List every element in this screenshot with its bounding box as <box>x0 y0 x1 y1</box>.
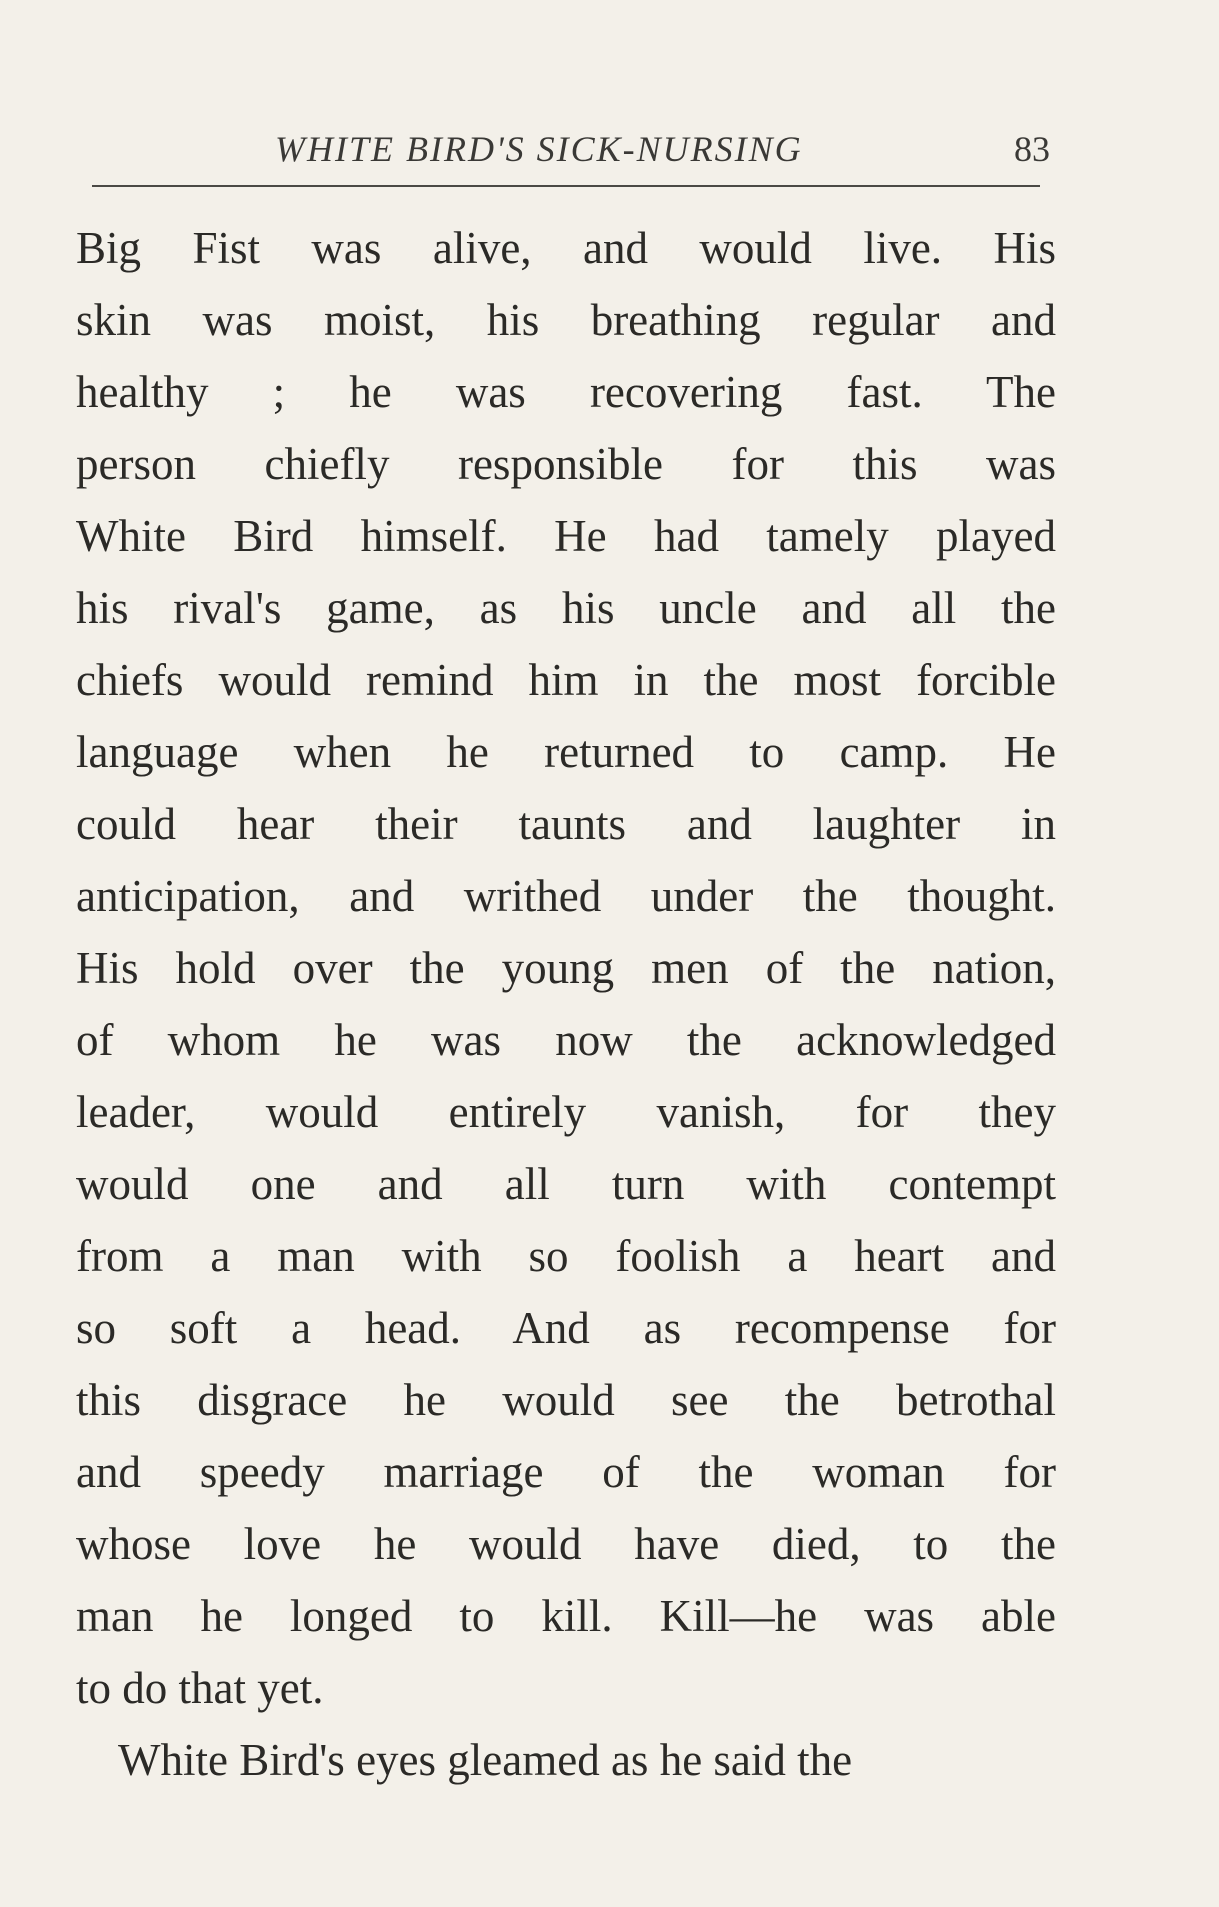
text-line: chiefs would remind him in the most forcible <box>76 655 1056 705</box>
text-line: this disgrace he would see the betrothal <box>76 1375 1056 1425</box>
text-line: healthy ; he was recovering fast. The <box>76 367 1056 417</box>
text-line: anticipation, and writhed under the thought. <box>76 871 1056 921</box>
text-line: so soft a head. And as recompense for <box>76 1303 1056 1353</box>
text-line: to do that yet. <box>76 1663 324 1713</box>
text-line: skin was moist, his breathing regular and <box>76 295 1056 345</box>
text-line: Big Fist was alive, and would live. His <box>76 223 1056 273</box>
text-line: leader, would entirely vanish, for they <box>76 1087 1056 1137</box>
page-number: 83 <box>1014 129 1050 169</box>
text-line: of whom he was now the acknowledged <box>76 1015 1056 1065</box>
text-line: language when he returned to camp. He <box>76 727 1056 777</box>
text-line: would one and all turn with contempt <box>76 1159 1056 1209</box>
text-line: his rival's game, as his uncle and all the <box>76 583 1056 633</box>
running-head <box>90 118 1050 178</box>
text-line: His hold over the young men of the nation, <box>76 943 1056 993</box>
text-line: whose love he would have died, to the <box>76 1519 1056 1569</box>
text-line: from a man with so foolish a heart and <box>76 1231 1056 1281</box>
text-line: person chiefly responsible for this was <box>76 439 1056 489</box>
body-text <box>76 212 1056 1796</box>
text-line: and speedy marriage of the woman for <box>76 1447 1056 1497</box>
text-line: White Bird's eyes gleamed as he said the <box>118 1735 853 1785</box>
header-rule <box>92 185 1040 187</box>
text-line: White Bird himself. He had tamely played <box>76 511 1056 561</box>
running-title: WHITE BIRD'S SICK-NURSING <box>275 129 803 169</box>
text-line: man he longed to kill. Kill—he was able <box>76 1591 1056 1641</box>
text-line: could hear their taunts and laughter in <box>76 799 1056 849</box>
